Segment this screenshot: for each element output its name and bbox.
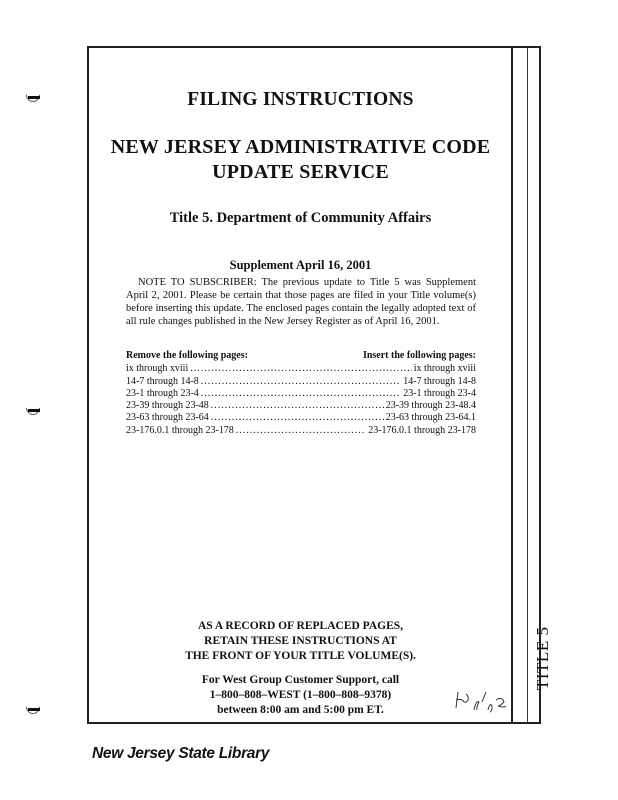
tab-divider-line xyxy=(527,48,528,722)
document-subtitle xyxy=(89,135,512,185)
title-tab-label: TITLE 5 xyxy=(533,626,552,690)
library-stamp: New Jersey State Library xyxy=(92,745,270,762)
record-line-3: THE FRONT OF YOUR TITLE VOLUME(S). xyxy=(185,650,416,662)
record-line-2: RETAIN THESE INSTRUCTIONS AT xyxy=(204,635,397,647)
remove-range: 23-176.0.1 through 23-178 xyxy=(126,424,234,436)
customer-support xyxy=(89,673,512,718)
remove-range: 14-7 through 14-8 xyxy=(126,375,199,387)
remove-range: 23-63 through 23-64 xyxy=(126,412,209,424)
remove-range: 23-39 through 23-48 xyxy=(126,400,209,412)
page-list-row xyxy=(126,363,476,375)
subtitle-line-2: UPDATE SERVICE xyxy=(212,161,389,183)
page-list-row xyxy=(126,412,476,424)
punch-hole-mark-middle xyxy=(26,401,40,411)
insert-range: 23-63 through 23-64.1 xyxy=(385,412,476,424)
insert-range: ix through xviii xyxy=(413,363,476,375)
page-list-row xyxy=(126,400,476,412)
page-list-row xyxy=(126,376,476,388)
insert-range: 23-176.0.1 through 23-178 xyxy=(368,424,476,436)
subtitle-line-1: NEW JERSEY ADMINISTRATIVE CODE xyxy=(110,136,491,158)
support-hours: between 8:00 am and 5:00 pm ET. xyxy=(217,704,384,716)
support-line-1: For West Group Customer Support, call xyxy=(201,674,400,686)
handwritten-initials xyxy=(452,680,522,720)
subscriber-note-text: NOTE TO SUBSCRIBER: The previous update to Title 5 was Supplement April 2, 2001. Please be certain that those pages are filed in your Title volume(s) before inserting this update. The enclosed pages contain the legally adopted text of all rule changes published in the New Jersey Register as of April 16, 2001. xyxy=(126,277,476,327)
document-title: FILING INSTRUCTIONS xyxy=(187,89,414,110)
remove-header: Remove the following pages: xyxy=(126,350,248,361)
page-list-row xyxy=(126,425,476,437)
support-phone: 1–800–808–WEST (1–800–808–9378) xyxy=(209,689,392,701)
title-heading: Title 5. Department of Community Affairs xyxy=(169,210,432,226)
subscriber-note xyxy=(126,276,476,328)
insert-range: 23-39 through 23-48.4 xyxy=(385,400,476,412)
side-tab-strip xyxy=(511,46,541,724)
supplement-date: Supplement April 16, 2001 xyxy=(229,258,372,272)
record-instructions xyxy=(89,619,512,664)
page-list-header xyxy=(126,350,476,362)
page-list-row xyxy=(126,388,476,400)
remove-range: 23-1 through 23-4 xyxy=(126,387,199,399)
insert-header: Insert the following pages: xyxy=(362,350,476,361)
remove-range: ix through xviii xyxy=(126,363,189,375)
record-line-1: AS A RECORD OF REPLACED PAGES, xyxy=(197,620,404,632)
punch-hole-mark-bottom xyxy=(26,700,40,710)
punch-hole-mark-top xyxy=(26,88,40,98)
page-replacement-list xyxy=(126,350,476,437)
insert-range: 23-1 through 23-4 xyxy=(403,387,476,399)
insert-range: 14-7 through 14-8 xyxy=(403,375,476,387)
